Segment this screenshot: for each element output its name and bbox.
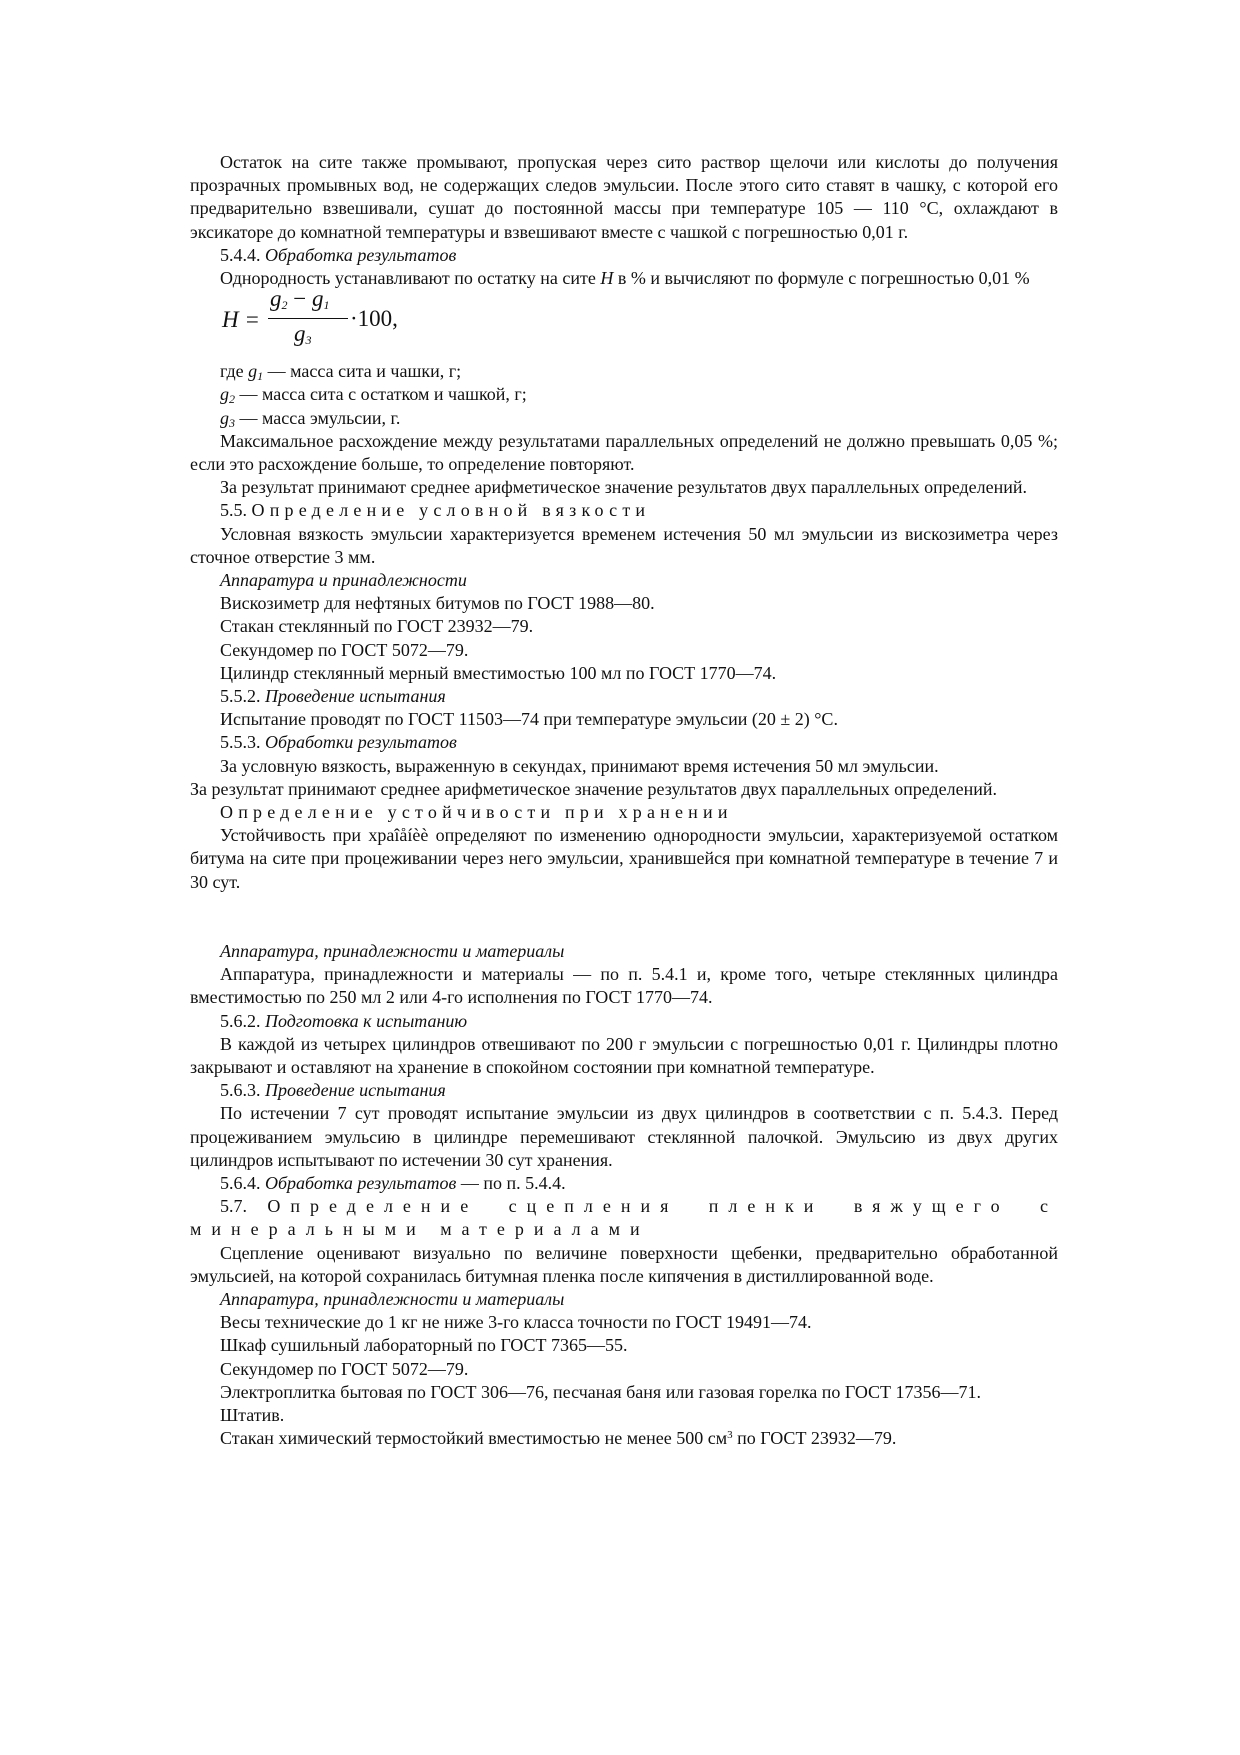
section-title: Проведение испытания (265, 686, 446, 707)
text-run: где (220, 361, 249, 382)
paragraph-result-average: За результат принимают среднее арифметическое значение результатов двух параллельных определений. (220, 477, 1027, 498)
list-item: Секундомер по ГОСТ 5072—79. (220, 1358, 469, 1379)
heading-5-6-3 (190, 1079, 1058, 1102)
list-item (190, 1427, 1058, 1450)
text-run: по ГОСТ 23932—79. (732, 1428, 897, 1449)
heading-5-7 (190, 1195, 1058, 1241)
section-number: 5.5.3. (220, 732, 261, 753)
section-title: Обработка результатов (265, 244, 457, 265)
section-number: 5.5. (220, 500, 247, 521)
variable-g: g (220, 407, 229, 428)
variable-g: g (248, 361, 258, 382)
heading-5-6-2 (190, 1010, 1058, 1033)
formula-rhs: ·100, (350, 306, 398, 332)
section-number: 5.7. (220, 1196, 247, 1217)
spacer (190, 894, 1058, 940)
section-number: 5.6.3. (220, 1080, 261, 1101)
list-item: Весы технические до 1 кг не ниже 3-го класса точности по ГОСТ 19491—74. (220, 1312, 812, 1333)
subscript: 2 (229, 392, 235, 407)
list-item: Электроплитка бытовая по ГОСТ 306—76, песчаная баня или газовая горелка по ГОСТ 17356—71. (220, 1381, 982, 1402)
text-run: в % и вычисляют по формуле с погрешностью 0,01 % (613, 268, 1030, 289)
formula-homogeneity (222, 286, 1058, 360)
list-item: Шкаф сушильный лабораторный по ГОСТ 7365—55. (220, 1335, 628, 1356)
minus-sign: − (287, 286, 312, 312)
text-run: — масса сита с остатком и чашкой, г; (235, 384, 527, 405)
section-number: 5.6.4. (220, 1172, 261, 1193)
section-title: Обработка результатов (265, 1172, 457, 1193)
var-g2: g (270, 286, 282, 312)
fraction-bar (268, 318, 348, 319)
superscript: 3 (727, 1429, 733, 1442)
section-title: Определение сцепления пленки вяжущего с минеральными материалами (190, 1196, 1058, 1240)
heading-5-5 (190, 499, 1058, 522)
var-g1: g (311, 286, 324, 312)
heading-5-5-2 (190, 685, 1058, 708)
section-number: 5.4.4. (220, 244, 261, 265)
paragraph-test-procedure: Испытание проводят по ГОСТ 11503—74 при температуре эмульсии (20 ± 2) °С. (220, 709, 838, 730)
subheading-apparatus-materials (190, 940, 1058, 963)
subheading-apparatus-materials-2 (190, 1288, 1058, 1311)
paragraph-viscosity-result: За условную вязкость, выраженную в секундах, принимают время истечения 50 мл эмульсии. (220, 755, 939, 776)
text-run: — по п. 5.4.4. (456, 1172, 566, 1193)
subscript: 3 (229, 415, 235, 430)
text-run: — масса эмульсии, г. (235, 407, 401, 428)
paragraph-storage-stability: Устойчивость при храîåíèè определяют по изменению однородности эмульсии, характеризуемой остатком битума на сите при процеживании через него эмульсии, хранившейся при комнатной температуре в течение 7 и 30 сут. (190, 825, 1058, 892)
text-run: — масса сита и чашки, г; (263, 361, 462, 382)
list-item: Штатив. (220, 1404, 285, 1425)
variable-g: g (220, 384, 229, 405)
subheading-text: Аппаратура, принадлежности и материалы (220, 940, 565, 961)
subheading-apparatus (190, 569, 1058, 592)
subheading-text: Аппаратура, принадлежности и материалы (220, 1288, 565, 1309)
variable-h: Н (600, 268, 614, 289)
section-title: Определение условной вязкости (251, 500, 651, 521)
formula-denominator (294, 321, 312, 348)
list-item: Цилиндр стеклянный мерный вместимостью 100 мл по ГОСТ 1770—74. (220, 662, 777, 683)
text-run: Однородность устанавливают по остатку на сите (220, 268, 601, 289)
section-title: Подготовка к испытанию (265, 1010, 468, 1031)
list-item: Секундомер по ГОСТ 5072—79. (220, 639, 469, 660)
subheading-text: Аппаратура и принадлежности (220, 570, 467, 591)
list-item: Вискозиметр для нефтяных битумов по ГОСТ 1988—80. (220, 593, 655, 614)
paragraph-max-deviation: Максимальное расхождение между результатами параллельных определений не должно превышать 0,05 %; если это расхождение больше, то определение повторяют. (190, 430, 1058, 475)
where-line-g2 (190, 383, 1058, 406)
heading-5-5-3 (190, 731, 1058, 754)
document-page (190, 151, 1058, 1450)
text-run: Стакан химический термостойкий вместимостью не менее 500 см (220, 1428, 728, 1449)
formula-numerator (270, 286, 330, 313)
sub-2: 2 (281, 298, 288, 313)
heading-storage-stability (190, 801, 1058, 824)
paragraph-viscosity: Условная вязкость эмульсии характеризуется временем истечения 50 мл эмульсии из вискозиметра через сточное отверстие 3 мм. (190, 523, 1058, 567)
section-number: 5.6.2. (220, 1010, 261, 1031)
section-number: 5.5.2. (220, 686, 261, 707)
section-title: Определение устойчивости при хранении (220, 802, 733, 823)
section-title: Обработки результатов (265, 732, 457, 753)
heading-5-6-4 (190, 1172, 1058, 1195)
where-line-g1 (190, 360, 1058, 383)
section-title: Проведение испытания (265, 1080, 446, 1101)
paragraph-adhesion: Сцепление оценивают визуально по величине поверхности щебенки, предварительно обработанной эмульсией, на которой сохранилась битумная пленка после кипячения в дистиллированной воде. (190, 1242, 1058, 1286)
sub-3: 3 (305, 333, 312, 348)
list-item: Стакан стеклянный по ГОСТ 23932—79. (220, 616, 534, 637)
paragraph-preparation: В каждой из четырех цилиндров отвешивают по 200 г эмульсии с погрешностью 0,01 г. Цилиндры плотно закрывают и оставляют на хранение в спокойном состоянии при комнатной температуре. (190, 1033, 1058, 1077)
sub-1: 1 (323, 298, 330, 313)
formula-lhs: H = (222, 307, 260, 333)
paragraph-testing: По истечении 7 сут проводят испытание эмульсии из двух цилиндров в соответствии с п. 5.4.3. Перед процеживанием эмульсию в цилиндре перемешивают стеклянной палочкой. Эмульсию из двух других цилиндров испытывают по истечении 30 сут хранения. (190, 1103, 1058, 1170)
subscript: 1 (257, 369, 264, 384)
paragraph-sieve-washing: Остаток на сите также промывают, пропуская через сито раствор щелочи или кислоты до получения прозрачных промывных вод, не содержащих следов эмульсии. После этого сито ставят в чашку, с которой его предварительно взвешивали, сушат до постоянной массы при температуре 105 — 110 °С, охлаждают в эксикаторе до комнатной температуры и взвешивают вместе с чашкой с погрешностью 0,01 г. (190, 152, 1058, 242)
paragraph-apparatus-materials: Аппаратура, принадлежности и материалы — по п. 5.4.1 и, кроме того, четыре стеклянных цилиндра вместимостью по 250 мл 2 или 4-го исполнения по ГОСТ 1770—74. (190, 964, 1058, 1008)
var-g3: g (294, 321, 306, 347)
paragraph-result-average-2: За результат принимают среднее арифметическое значение результатов двух параллельных определений. (190, 778, 997, 799)
where-line-g3 (190, 407, 1058, 430)
heading-5-4-4 (190, 244, 1058, 267)
